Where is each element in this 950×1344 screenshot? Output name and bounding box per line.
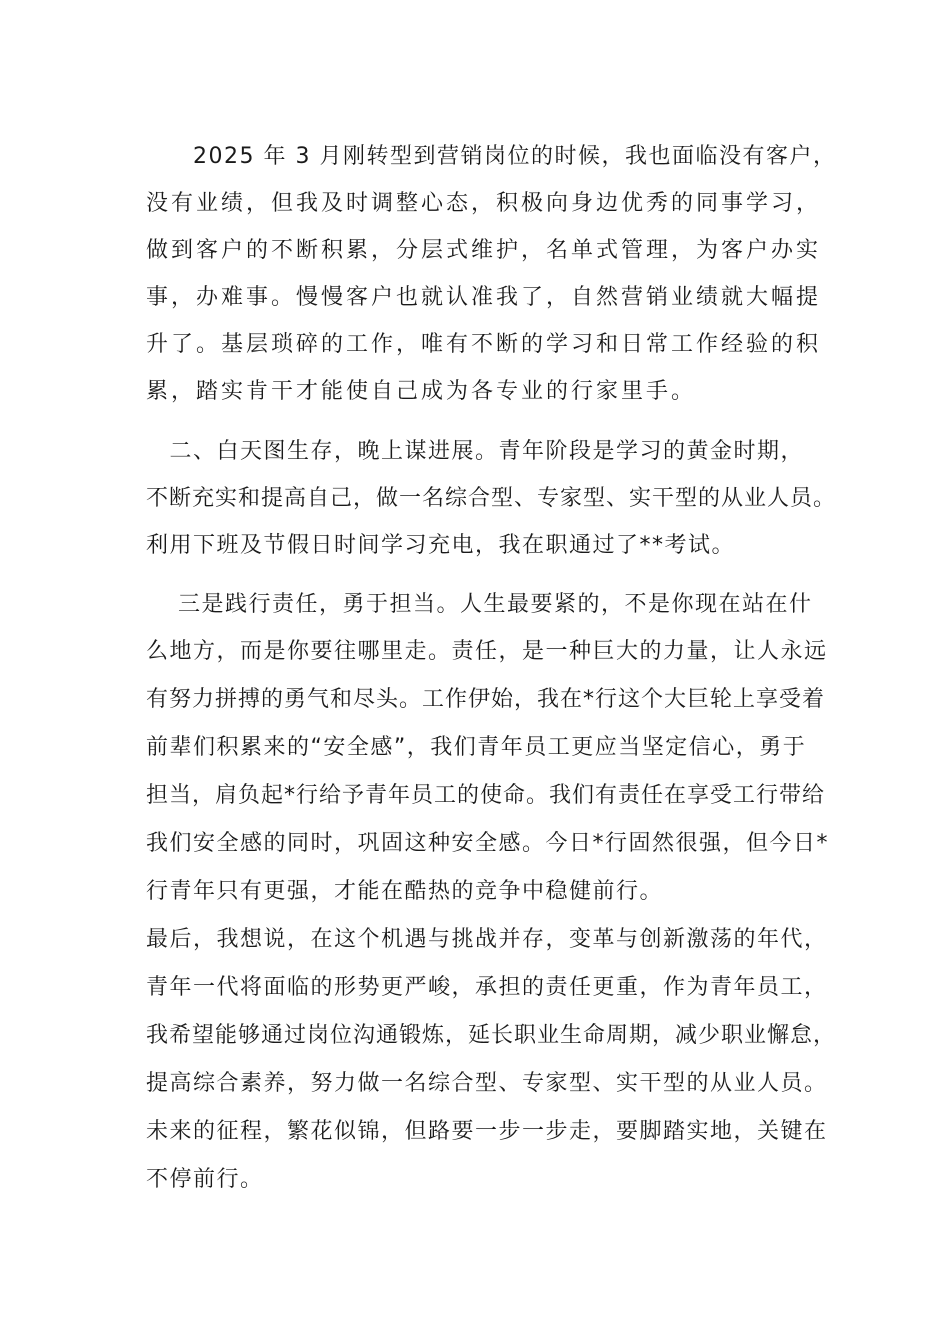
- paragraph-line: 做到客户的不断积累，分层式维护，名单式管理，为客户办实: [146, 238, 822, 263]
- paragraph-line: 2025 年 3 月刚转型到营销岗位的时候，我也面临没有客户，: [146, 144, 837, 169]
- paragraph-line: 提高综合素养，努力做一名综合型、专家型、实干型的从业人员。: [146, 1071, 828, 1096]
- paragraph-line: 我们安全感的同时，巩固这种安全感。今日*行固然很强，但今日*: [146, 831, 830, 856]
- paragraph-line: 利用下班及节假日时间学习充电，我在职通过了**考试。: [146, 533, 736, 558]
- paragraph-line: 二、白天图生存，晚上谋进展。青年阶段是学习的黄金时期，: [146, 439, 805, 464]
- paragraph-line: 不停前行。: [146, 1167, 264, 1192]
- paragraph-line: 么地方，而是你要往哪里走。责任，是一种巨大的力量，让人永远: [146, 639, 828, 664]
- paragraph-line: 有努力拼搏的勇气和尽头。工作伊始，我在*行这个大巨轮上享受着: [146, 687, 826, 712]
- paragraph-line: 未来的征程，繁花似锦，但路要一步一步走，要脚踏实地，关键在: [146, 1119, 828, 1144]
- paragraph-line: 担当，肩负起*行给予青年员工的使命。我们有责任在享受工行带给: [146, 783, 826, 808]
- paragraph-line: 前辈们积累来的“安全感”，我们青年员工更应当坚定信心，勇于: [146, 735, 807, 760]
- paragraph-line: 没有业绩，但我及时调整心态，积极向身边优秀的同事学习，: [146, 191, 822, 216]
- paragraph-line: 行青年只有更强，才能在酷热的竞争中稳健前行。: [146, 879, 664, 904]
- paragraph-line: 三是践行责任，勇于担当。人生最要紧的，不是你现在站在什: [146, 592, 813, 617]
- paragraph-line: 累，踏实肯干才能使自己成为各专业的行家里手。: [146, 379, 697, 404]
- paragraph-line: 升了。基层琐碎的工作，唯有不断的学习和日常工作经验的积: [146, 332, 822, 357]
- paragraph-line: 不断充实和提高自己，做一名综合型、专家型、实干型的从业人员。: [146, 486, 837, 511]
- paragraph-line: 我希望能够通过岗位沟通锻炼，延长职业生命周期，减少职业懈怠，: [146, 1023, 837, 1048]
- paragraph-line: 事，办难事。慢慢客户也就认准我了，自然营销业绩就大幅提: [146, 285, 822, 310]
- paragraph-line: 青年一代将面临的形势更严峻，承担的责任更重，作为青年员工，: [146, 975, 828, 1000]
- paragraph-line: 最后，我想说，在这个机遇与挑战并存，变革与创新激荡的年代，: [146, 927, 828, 952]
